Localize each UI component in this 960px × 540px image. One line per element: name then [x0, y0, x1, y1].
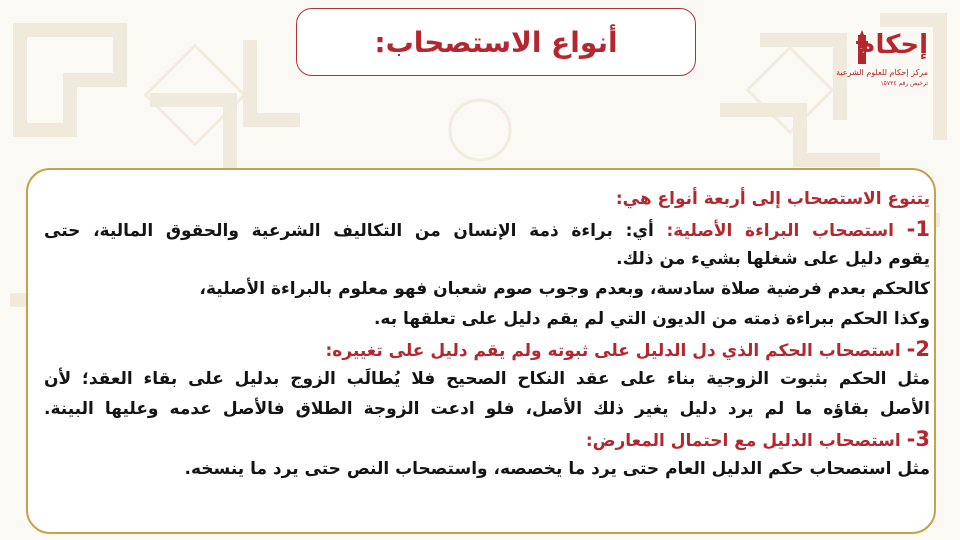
- type3-example1: مثل استصحاب حكم الدليل العام حتى يرد ما يخصصه، واستصحاب النص حتى يرد ما ينسخه.: [184, 459, 930, 479]
- type1-def-prefix: أي:: [625, 221, 654, 241]
- type2-example2: الأصل بقاؤه ما لم يرد دليل يغير ذلك الأصل، فلو ادعت الزوجة الطلاق فالأصل عدمه وعليها البينة.: [44, 399, 930, 419]
- type1-title: استصحاب البراءة الأصلية:: [666, 221, 894, 241]
- type1-def-text: براءة ذمة الإنسان من التكاليف الشرعية والحقوق المالية، حتى: [44, 221, 613, 241]
- content-body: [44, 184, 930, 484]
- logo-subtitle: مركز إحكام للعلوم الشرعية: [836, 68, 928, 77]
- type1-heading-line: [44, 214, 930, 244]
- type2-example1: مثل الحكم بثبوت الزوجية بناء على عقد النكاح الصحيح فلا يُطالَب الزوج بدليل على بقاء العقد؛ لأن: [44, 369, 930, 389]
- type1-example1: كالحكم بعدم فرضية صلاة سادسة، وبعدم وجوب صوم شعبان فهو معلوم بالبراءة الأصلية،: [199, 279, 930, 299]
- intro-line: [44, 184, 930, 214]
- type1-def-cont-line: [44, 244, 930, 274]
- type2-heading-line: [44, 334, 930, 364]
- type1-number: 1-: [906, 217, 930, 241]
- type3-heading-line: [44, 424, 930, 454]
- type3-number: 3-: [906, 427, 930, 451]
- title-box: [296, 8, 696, 76]
- type3-example1-line: [44, 454, 930, 484]
- type2-title: استصحاب الحكم الذي دل الدليل على ثبوته ولم يقم دليل على تغييره:: [325, 341, 901, 361]
- type2-number: 2-: [906, 337, 930, 361]
- slide-title: أنواع الاستصحاب:: [374, 25, 618, 59]
- type1-example2-line: [44, 304, 930, 334]
- logo-tagline: ترخيص رقم ١٥٧٣٤: [880, 80, 928, 87]
- type2-example1-line: [44, 364, 930, 394]
- type1-def-cont: يقوم دليل على شغلها بشيء من ذلك.: [616, 249, 930, 269]
- logo: [836, 24, 930, 96]
- type1-example2: وكذا الحكم ببراءة ذمته من الديون التي لم يقم دليل على تعلقها به.: [373, 309, 930, 329]
- type2-example2-line: [44, 394, 930, 424]
- type3-title: استصحاب الدليل مع احتمال المعارض:: [585, 431, 901, 451]
- logo-name: إحكام: [856, 30, 928, 60]
- intro-text: يتنوع الاستصحاب إلى أربعة أنواع هي:: [615, 189, 930, 209]
- type1-example1-line: [44, 274, 930, 304]
